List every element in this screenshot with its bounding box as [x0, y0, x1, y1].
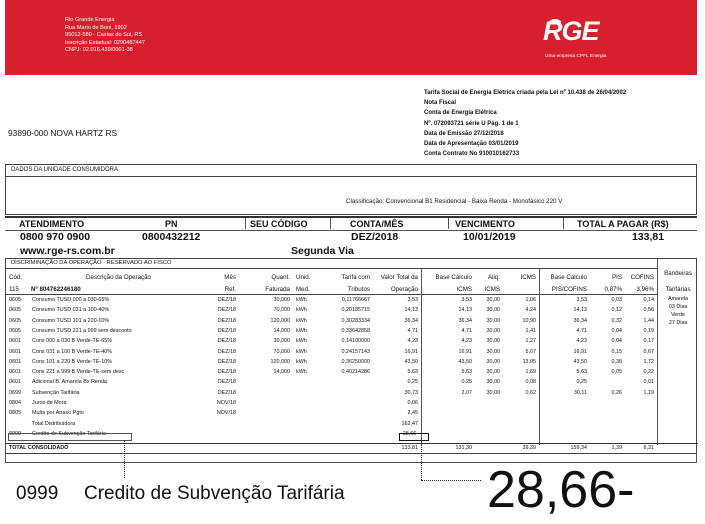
table-cell-aliq: 30,00 — [486, 307, 500, 314]
table-cell-tar: 0,11766667 — [341, 297, 370, 303]
table-cell-bp: 43,50 — [573, 358, 587, 365]
table-cell-icms: 1,69 — [525, 369, 536, 376]
table-cell-q: 30,000 — [273, 338, 290, 345]
table-cell-pis: 0,03 — [611, 297, 622, 303]
total-consolidated-value: 133,81 — [401, 445, 418, 451]
table-cell-u: kWh — [296, 297, 307, 303]
col-header-cofins-pct: 3,96% — [636, 286, 654, 293]
table-cell-pis: 0,32 — [611, 317, 622, 324]
table-cell-cof: 0,14 — [643, 297, 654, 303]
table-cell-cof: 0,22 — [643, 369, 654, 376]
table-cell-pis: 0,38 — [611, 358, 622, 365]
presentation-date: Data de Apresentação 03/01/2019 — [424, 141, 519, 148]
table-cell-pis: 0,04 — [611, 327, 622, 334]
table-cell-desc: Subvenção Tarifária — [32, 389, 80, 396]
document-info — [424, 88, 626, 159]
table-cell-val: 0,06 — [407, 400, 418, 406]
table-cell-mes: DEZ/18 — [217, 348, 236, 355]
divider — [245, 218, 246, 229]
table-cell-bc: 36,34 — [458, 317, 472, 324]
table-cell-val: 14,13 — [404, 307, 418, 314]
table-cell-cod: 0999 — [9, 430, 21, 437]
table-cell-mes: NOV/18 — [216, 400, 236, 406]
col-header-mes: Mês — [224, 274, 236, 281]
total-cofins: 6,31 — [643, 445, 654, 451]
col-header-unid: Unid. — [296, 274, 311, 281]
table-cell-desc: Cons 221 a 999 B Verde-TE-sem desc — [32, 369, 125, 376]
table-cell-tar: 0,40214286 — [341, 369, 370, 376]
table-cell-aliq: 30,00 — [486, 389, 500, 396]
table-cell-mes: DEZ/18 — [217, 327, 236, 334]
install-number: Nº 804762246180 — [31, 286, 81, 293]
table-cell-q: 120,000 — [270, 317, 290, 324]
callout-line — [421, 440, 422, 480]
col-header-icms: ICMS — [520, 274, 536, 281]
table-cell-cod: 0601 — [9, 379, 21, 386]
table-cell-mes: DEZ/18 — [217, 297, 236, 303]
logo-subtitle: Uma empresa CPFL Energia — [545, 54, 607, 59]
table-cell-desc: Credito de Subvenção Tarifária — [32, 430, 106, 437]
col-header-pis: PIS — [612, 274, 622, 281]
zoom-value: 28,66- — [487, 461, 635, 519]
table-cell-bc: 4,71 — [461, 327, 472, 334]
table-cell-bc: 5,63 — [461, 369, 472, 376]
table-cell-desc: Cons 000 a 030 B Verde-TE-65% — [32, 338, 113, 345]
conta-energia: Conta de Energia Elétrica — [424, 110, 497, 117]
table-cell-aliq: 30,00 — [486, 297, 500, 303]
col-header-pis-pct: 0,87% — [604, 286, 622, 293]
conta-label: CONTA/MÊS — [350, 219, 404, 229]
table-cell-bp: 30,11 — [573, 389, 587, 396]
callout-line — [124, 440, 125, 478]
table-cell-mes: NOV/18 — [216, 410, 236, 417]
table-cell-pis: 0,15 — [611, 348, 622, 355]
table-cell-val: 3,53 — [407, 297, 418, 303]
col-header-cofins: COFINS — [630, 274, 654, 281]
table-cell-aliq: 30,00 — [486, 348, 500, 355]
col-header-desc: Descrição da Operação — [86, 274, 152, 281]
table-cell-tar: 0,33642858 — [341, 327, 370, 334]
table-cell-aliq: 30,00 — [486, 379, 500, 386]
contract-number: Conta Contrato No 910010162733 — [424, 151, 520, 158]
divider — [6, 268, 657, 269]
table-cell-u: kWh — [296, 348, 307, 355]
codigo-label: SEU CÓDIGO — [250, 219, 308, 229]
total-value: 133,81 — [632, 231, 665, 243]
rge-logo — [543, 16, 619, 62]
col-header-tributos: Tributos — [347, 286, 370, 293]
table-cell-cod: 0605 — [9, 307, 21, 314]
table-cell-q: 120,000 — [270, 358, 290, 365]
col-header-aliq: Aliq. — [487, 274, 500, 281]
pn-label: PN — [165, 219, 178, 229]
table-cell-cod: 0699 — [9, 389, 21, 396]
table-cell-bp: 14,13 — [573, 307, 587, 314]
col-header-operacao: Operação — [390, 286, 418, 293]
logo-text: RGE — [543, 16, 599, 46]
table-cell-bp: 16,91 — [573, 348, 587, 355]
table-cell-val: 162,47 — [401, 420, 418, 427]
table-cell-icms: 0,62 — [525, 389, 536, 396]
table-cell-u: kWh — [296, 338, 307, 345]
table-cell-q: 14,000 — [273, 369, 290, 376]
col-header-faturada: Faturada — [265, 286, 290, 293]
total-label: TOTAL A PAGAR (R$) — [577, 219, 669, 229]
col-header-tarifa: Tarifa com — [341, 274, 370, 281]
table-cell-tar: 0,30283334 — [341, 317, 370, 324]
total-base-pis: 159,34 — [570, 445, 587, 451]
col-header-cod: Cód. — [9, 274, 23, 281]
table-cell-desc: Cons 101 a 220 B Verde-TE-10% — [32, 358, 113, 365]
divider — [421, 268, 422, 445]
table-cell-val: 4,23 — [407, 338, 418, 345]
table-cell-desc: Juros de Mora — [32, 400, 67, 406]
table-cell-bc: 14,13 — [458, 307, 472, 314]
table-cell-val: 30,73 — [404, 389, 418, 396]
table-cell-mes: DEZ/18 — [217, 379, 236, 386]
table-cell-cof: 0,01 — [643, 379, 654, 386]
table-cell-cof: 1,19 — [643, 389, 654, 396]
total-icms: 39,39 — [522, 445, 536, 451]
table-cell-u: kWh — [296, 327, 307, 334]
table-cell-bp: 5,63 — [576, 369, 587, 376]
callout-line — [421, 480, 481, 481]
company-cep: 95012-580 - Caxias do Sul, RS — [65, 32, 143, 39]
col-header-ref: Ref. — [224, 286, 236, 293]
col-header-base-pis: Base Cálculo — [550, 274, 587, 281]
bandeira-note: 03 Dias — [668, 304, 688, 310]
table-cell-desc: Consumo TUSD 101 a 220-10% — [32, 317, 110, 324]
table-cell-mes: DEZ/18 — [217, 307, 236, 314]
col-header-pis-cofins: PIS/COFINS — [551, 286, 587, 293]
table-cell-cof: 0,17 — [643, 338, 654, 345]
table-cell-mes: DEZ/18 — [217, 338, 236, 345]
table-cell-cod: 0601 — [9, 338, 21, 345]
tariff-law: Tarifa Social de Energia Elétrica criada pela Lei nº 10.438 de 26/04/2002 — [424, 90, 627, 96]
table-cell-cod: 0804 — [9, 400, 21, 406]
table-cell-icms: 13,05 — [522, 358, 536, 365]
table-cell-cof: 0,19 — [643, 327, 654, 334]
table-cell-cod: 0601 — [9, 348, 21, 355]
col-header-bandeiras: Bandeiras — [664, 270, 692, 277]
table-cell-icms: 1,06 — [525, 297, 536, 303]
table-cell-cof: 1,44 — [643, 317, 654, 324]
bandeira-note: Verde — [670, 312, 686, 318]
table-cell-bp: 4,71 — [576, 327, 587, 334]
table-cell-val: 2,45 — [407, 410, 418, 417]
table-cell-icms: 1,41 — [525, 327, 536, 334]
divider — [448, 218, 449, 229]
table-cell-aliq: 30,00 — [486, 369, 500, 376]
billing-summary — [5, 216, 697, 258]
vencimento-label: VENCIMENTO — [455, 219, 515, 229]
table-cell-val: 36,34 — [404, 317, 418, 324]
zoom-code: 0999 — [16, 483, 59, 504]
table-cell-icms: 1,27 — [525, 338, 536, 345]
total-consolidated-label: TOTAL CONSOLIDADO — [9, 445, 69, 451]
company-ie: Inscrição Estadual: 0290487447 — [65, 39, 145, 46]
table-cell-pis: 0,12 — [611, 307, 622, 314]
table-cell-desc: Adicional B. Amarela Bx Renda — [32, 379, 107, 386]
table-cell-bp: 36,34 — [573, 317, 587, 324]
table-cell-bc: 4,23 — [461, 338, 472, 345]
table-title: DISCRIMINAÇÃO DA OPERAÇÃO - RESERVADO AO FISCO — [11, 260, 172, 266]
table-cell-cof: 0,56 — [643, 307, 654, 314]
col-header-med: Med. — [296, 286, 310, 293]
company-info — [65, 17, 145, 55]
table-cell-cod: 0601 — [9, 358, 21, 365]
table-cell-val: 0,25 — [407, 379, 418, 386]
pn-value: 0800432212 — [142, 231, 201, 243]
company-address: Rua Mario de Boni, 1902 — [65, 24, 127, 31]
table-cell-tar: 0,14100000 — [341, 338, 370, 345]
table-cell-bp: 4,23 — [576, 338, 587, 345]
conta-value: DEZ/2018 — [351, 231, 399, 243]
classification: Classificação: Convencional B1 Residencial - Baixa Renda - Monofásico 220 V — [346, 198, 563, 205]
divider — [563, 218, 564, 229]
col-header-valor: Valor Total da — [380, 274, 418, 281]
total-base-icms: 131,30 — [455, 445, 472, 451]
table-cell-bc: 2,07 — [461, 389, 472, 396]
table-cell-u: kWh — [296, 358, 307, 365]
table-cell-cod: 0605 — [9, 297, 21, 303]
zoom-description: Credito de Subvenção Tarifária — [84, 483, 345, 504]
divider — [330, 218, 331, 229]
table-cell-aliq: 30,00 — [486, 327, 500, 334]
invoice-number: Nº. 072093721 série U Pág. 1 de 1 — [424, 120, 519, 127]
consumer-unit-title: DADOS DA UNIDADE CONSUMIDORA — [11, 167, 119, 173]
table-cell-icms: 10,90 — [522, 317, 536, 324]
city-address: 93890-000 NOVA HARTZ RS — [8, 128, 118, 138]
table-cell-tar: 0,24157143 — [341, 348, 370, 355]
table-cell-val: 43,50 — [404, 358, 418, 365]
second-copy-label: Segunda Via — [291, 245, 354, 257]
table-cell-cod: 0605 — [9, 327, 21, 334]
table-cell-q: 30,000 — [273, 297, 290, 303]
table-cell-bc: 43,50 — [458, 358, 472, 365]
divider — [6, 176, 696, 177]
table-cell-tar: 0,20185715 — [341, 307, 370, 314]
table-cell-icms: 0,08 — [525, 379, 536, 386]
table-cell-cof: 1,72 — [643, 358, 654, 365]
header-band — [5, 0, 697, 75]
company-cnpj: CNPJ: 02.016.439/0001-38 — [65, 47, 133, 54]
table-cell-val: 16,91 — [404, 348, 418, 355]
table-cell-aliq: 30,00 — [486, 358, 500, 365]
divider — [539, 268, 540, 445]
table-cell-bp: 3,53 — [576, 297, 587, 303]
table-cell-u: kWh — [296, 369, 307, 376]
atendimento-label: ATENDIMENTO — [19, 219, 85, 229]
table-cell-desc: Total Distribuidora — [32, 420, 76, 427]
nota-fiscal: Nota Fiscal — [424, 100, 457, 107]
website-link[interactable]: www.rge-rs.com.br — [20, 245, 115, 257]
table-cell-mes: DEZ/18 — [217, 369, 236, 376]
table-cell-aliq: 30,00 — [486, 338, 500, 345]
table-cell-bc: 3,53 — [461, 297, 472, 303]
table-cell-bp: 0,25 — [576, 379, 587, 386]
table-cell-pis: 0,26 — [611, 389, 622, 396]
company-name: Rio Grande Energia — [65, 17, 115, 23]
table-cell-val: 5,63 — [407, 369, 418, 376]
table-cell-desc: Consumo TUSD 221 a 999 sem desconto — [32, 327, 132, 334]
table-cell-icms: 4,24 — [525, 307, 536, 314]
install-code: 115 — [9, 286, 19, 293]
col-header-quant: Quant. — [271, 274, 290, 281]
table-cell-desc: Consumo TUSD 000 a 030-65% — [32, 297, 110, 303]
bandeira-note: Amarela — [667, 296, 689, 302]
table-cell-desc: Multa por Atraso Pgto — [32, 410, 84, 417]
highlight-amount-box — [399, 433, 429, 441]
table-cell-cof: 0,67 — [643, 348, 654, 355]
table-cell-val: 4,71 — [407, 327, 418, 334]
issue-date: Data de Emissão 27/12/2018 — [424, 130, 504, 137]
bandeira-note: 27 Dias — [668, 320, 688, 326]
table-cell-val: 28,66- — [402, 430, 418, 437]
table-cell-icms: 5,07 — [525, 348, 536, 355]
highlight-row-box — [8, 430, 132, 441]
table-cell-bc: 16,91 — [458, 348, 472, 355]
operations-table — [5, 258, 697, 454]
table-cell-pis: 0,05 — [611, 369, 622, 376]
table-cell-desc: Consumo TUSD 031 a 100-40% — [32, 307, 110, 314]
divider — [6, 443, 698, 444]
table-cell-q: 70,000 — [273, 307, 290, 314]
vencimento-value: 10/01/2019 — [463, 231, 516, 243]
col-header-icms-label: ICMS — [456, 286, 472, 293]
table-cell-cod: 0605 — [9, 317, 21, 324]
phone-number: 0800 970 0900 — [20, 231, 91, 243]
table-cell-mes: DEZ/18 — [217, 358, 236, 365]
table-cell-u: kWh — [296, 317, 307, 324]
table-cell-q: 14,000 — [273, 327, 290, 334]
table-cell-q: 70,000 — [273, 348, 290, 355]
col-header-icms-pct: ICMS — [484, 286, 500, 293]
divider — [6, 294, 657, 295]
table-cell-tar: 0,36250000 — [341, 358, 370, 365]
table-cell-pis: 0,04 — [611, 338, 622, 345]
table-cell-u: kWh — [296, 307, 307, 314]
table-cell-mes: DEZ/18 — [217, 389, 236, 396]
table-cell-cod: 0601 — [9, 369, 21, 376]
total-pis: 1,39 — [611, 445, 622, 451]
consumer-unit-box — [5, 164, 697, 215]
col-header-base-icms: Base Cálculo — [435, 274, 472, 281]
col-header-tarifarias: Tarifárias — [665, 286, 691, 293]
table-cell-bc: 0,25 — [461, 379, 472, 386]
table-cell-mes: DEZ/18 — [217, 317, 236, 324]
table-cell-aliq: 30,00 — [486, 317, 500, 324]
table-cell-cod: 0805 — [9, 410, 21, 417]
table-cell-desc: Cons 031 a 100 B Verde-TE-40% — [32, 348, 113, 355]
